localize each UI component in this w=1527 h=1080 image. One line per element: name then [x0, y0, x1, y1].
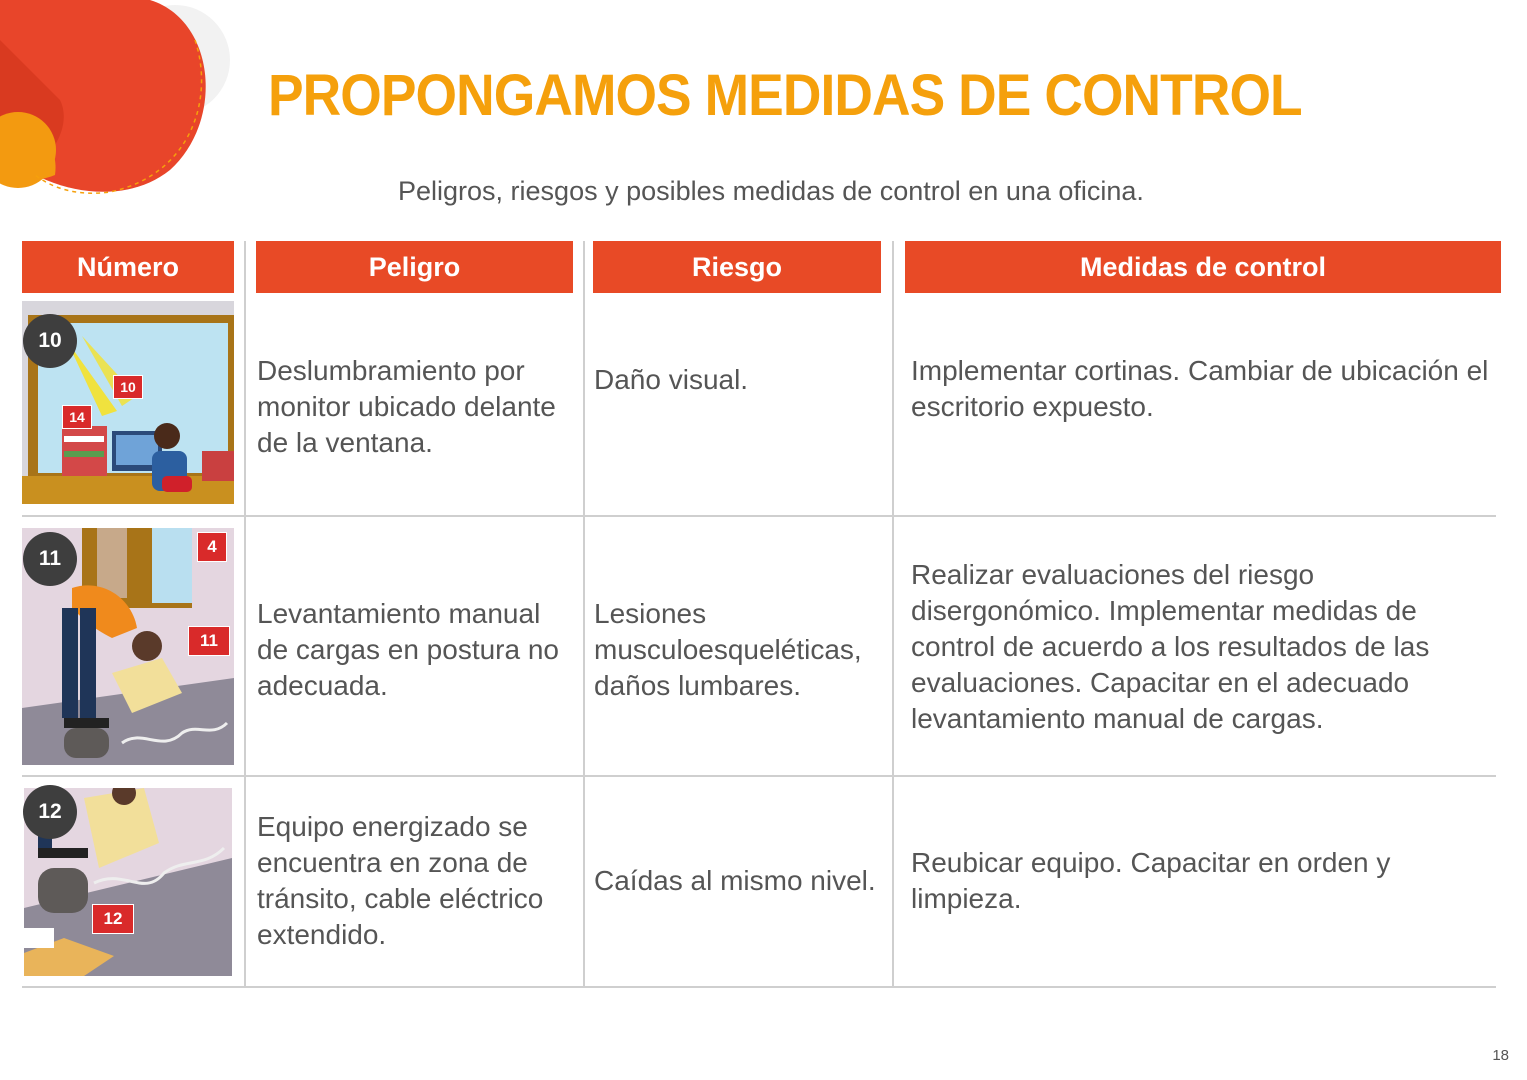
column-divider [244, 241, 246, 987]
riesgo-cell [594, 596, 884, 704]
riesgo-text: Lesiones musculoesqueléticas, daños lumbares. [594, 598, 862, 701]
hazard-tag: 12 [92, 904, 134, 934]
header-riesgo: Riesgo [593, 241, 881, 293]
riesgo-text: Caídas al mismo nivel. [594, 865, 876, 896]
corner-decoration [0, 0, 240, 210]
row-divider [22, 515, 1496, 517]
hazard-tag: 4 [197, 532, 227, 562]
header-numero: Número [22, 241, 234, 293]
header-medidas: Medidas de control [905, 241, 1501, 293]
medidas-cell [911, 559, 1496, 734]
peligro-text: Levantamiento manual de cargas en postura no adecuada. [257, 598, 559, 701]
peligro-cell [257, 809, 577, 953]
peligro-text: Deslumbramiento por monitor ubicado delante de la ventana. [257, 355, 556, 458]
column-divider [583, 241, 585, 987]
medidas-text: Realizar evaluaciones del riesgo disergonómico. Implementar medidas de control de acuerdo a los resultados de las evaluaciones. Capacitar en el adecuado levantamiento manual de cargas. [911, 559, 1430, 734]
peligro-cell [257, 596, 577, 704]
riesgo-text: Daño visual. [594, 364, 749, 395]
medidas-cell [911, 847, 1496, 914]
page-title: PROPONGAMOS MEDIDAS DE CONTROL [268, 63, 1302, 128]
header-peligro: Peligro [256, 241, 573, 293]
row-number-badge: 12 [23, 785, 77, 839]
row-number-badge: 11 [23, 532, 77, 586]
hazard-tag: 14 [62, 405, 92, 429]
riesgo-cell [594, 863, 884, 899]
row-divider [22, 775, 1496, 777]
hazard-tag: 11 [188, 626, 230, 656]
column-divider [892, 241, 894, 987]
hazard-tag: 10 [113, 375, 143, 399]
row-number-badge: 10 [23, 314, 77, 368]
medidas-cell [911, 353, 1496, 425]
peligro-text: Equipo energizado se encuentra en zona de tránsito, cable eléctrico extendido. [257, 811, 544, 950]
medidas-text: Implementar cortinas. Cambiar de ubicación el escritorio expuesto. [911, 355, 1489, 422]
riesgo-cell [594, 362, 884, 398]
row-divider [22, 986, 1496, 988]
peligro-cell [257, 353, 577, 461]
medidas-text: Reubicar equipo. Capacitar en orden y limpieza. [911, 847, 1391, 914]
page-subtitle: Peligros, riesgos y posibles medidas de control en una oficina. [398, 176, 1144, 206]
page-number: 18 [1492, 1047, 1509, 1064]
